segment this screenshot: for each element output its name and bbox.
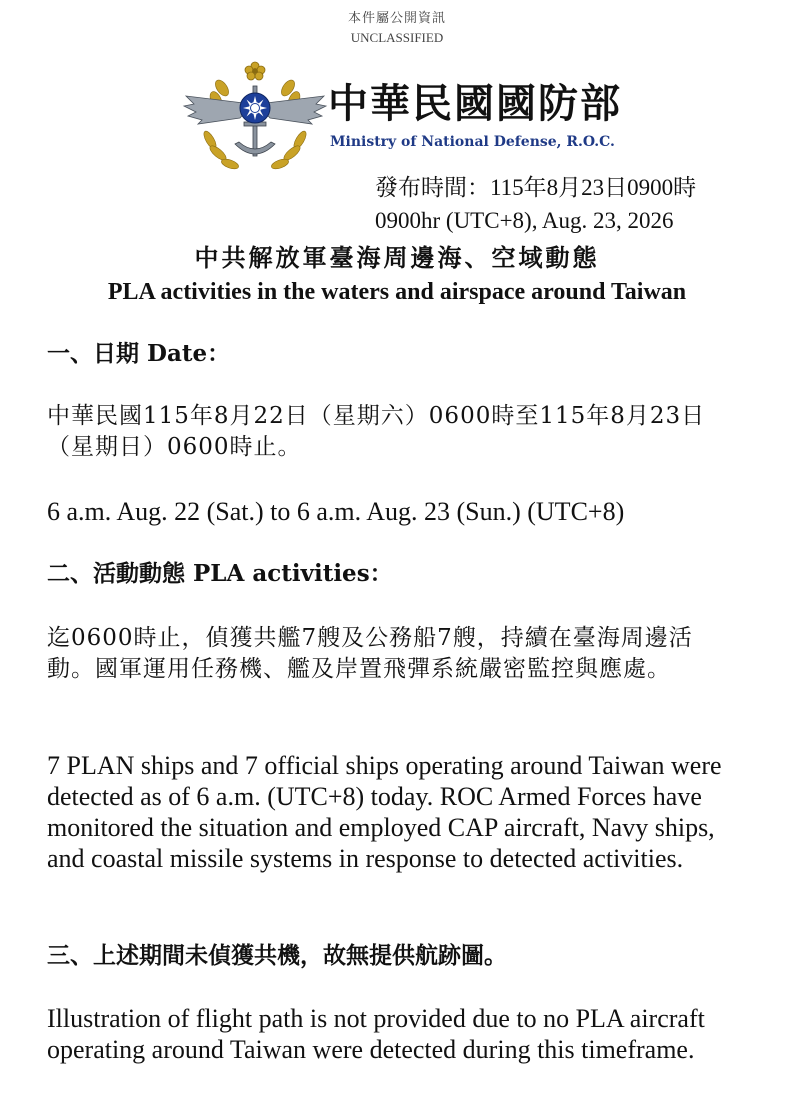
activities-paragraph-en: 7 PLAN ships and 7 official ships operating around Taiwan were detected as of 6 a.m. (UTC+8) today. ROC Armed Forces have monitored the situation and employed CAP aircraft, Navy ships, and coastal missile systems in response to detected activities. — [47, 751, 722, 873]
date-paragraph-en: 6 a.m. Aug. 22 (Sat.) to 6 a.m. Aug. 23 (Sun.) (UTC+8) — [47, 497, 625, 526]
classification-label-zh: 本件屬公開資訊 — [347, 10, 446, 25]
section-heading-flight-path: 三、上述期間未偵獲共機，故無提供航跡圖。 — [47, 942, 507, 969]
ministry-name-en: Ministry of National Defense, R.O.C. — [330, 134, 615, 150]
release-time-en: 0900hr (UTC+8), Aug. 23, 2026 — [375, 208, 674, 233]
classification-label-en: UNCLASSIFIED — [350, 30, 444, 45]
release-time-zh: 發布時間：115年8月23日0900時 — [375, 175, 697, 200]
document-title-en: PLA activities in the waters and airspace around Taiwan — [107, 279, 687, 305]
section-heading-date: 一、日期 Date： — [47, 340, 231, 367]
ministry-name-zh: 中華民國國防部 — [328, 81, 622, 127]
document-title-zh: 中共解放軍臺海周邊海、空域動態 — [194, 243, 600, 272]
activities-paragraph-zh: 迄0600時止，偵獲共艦7艘及公務船7艘，持續在臺海周邊活動。國軍運用任務機、艦及岸置飛彈系統嚴密監控與應處。 — [47, 625, 693, 682]
section-heading-activities: 二、活動動態 PLA activities： — [47, 560, 393, 587]
date-paragraph-zh: 中華民國115年8月22日（星期六）0600時至115年8月23日（星期日）0600時止。 — [47, 403, 706, 460]
ministry-of-national-defense-emblem-icon — [180, 58, 330, 176]
flight-path-paragraph-en: Illustration of flight path is not provided due to no PLA aircraft operating around Taiwan were detected during this timeframe. — [47, 1004, 705, 1064]
